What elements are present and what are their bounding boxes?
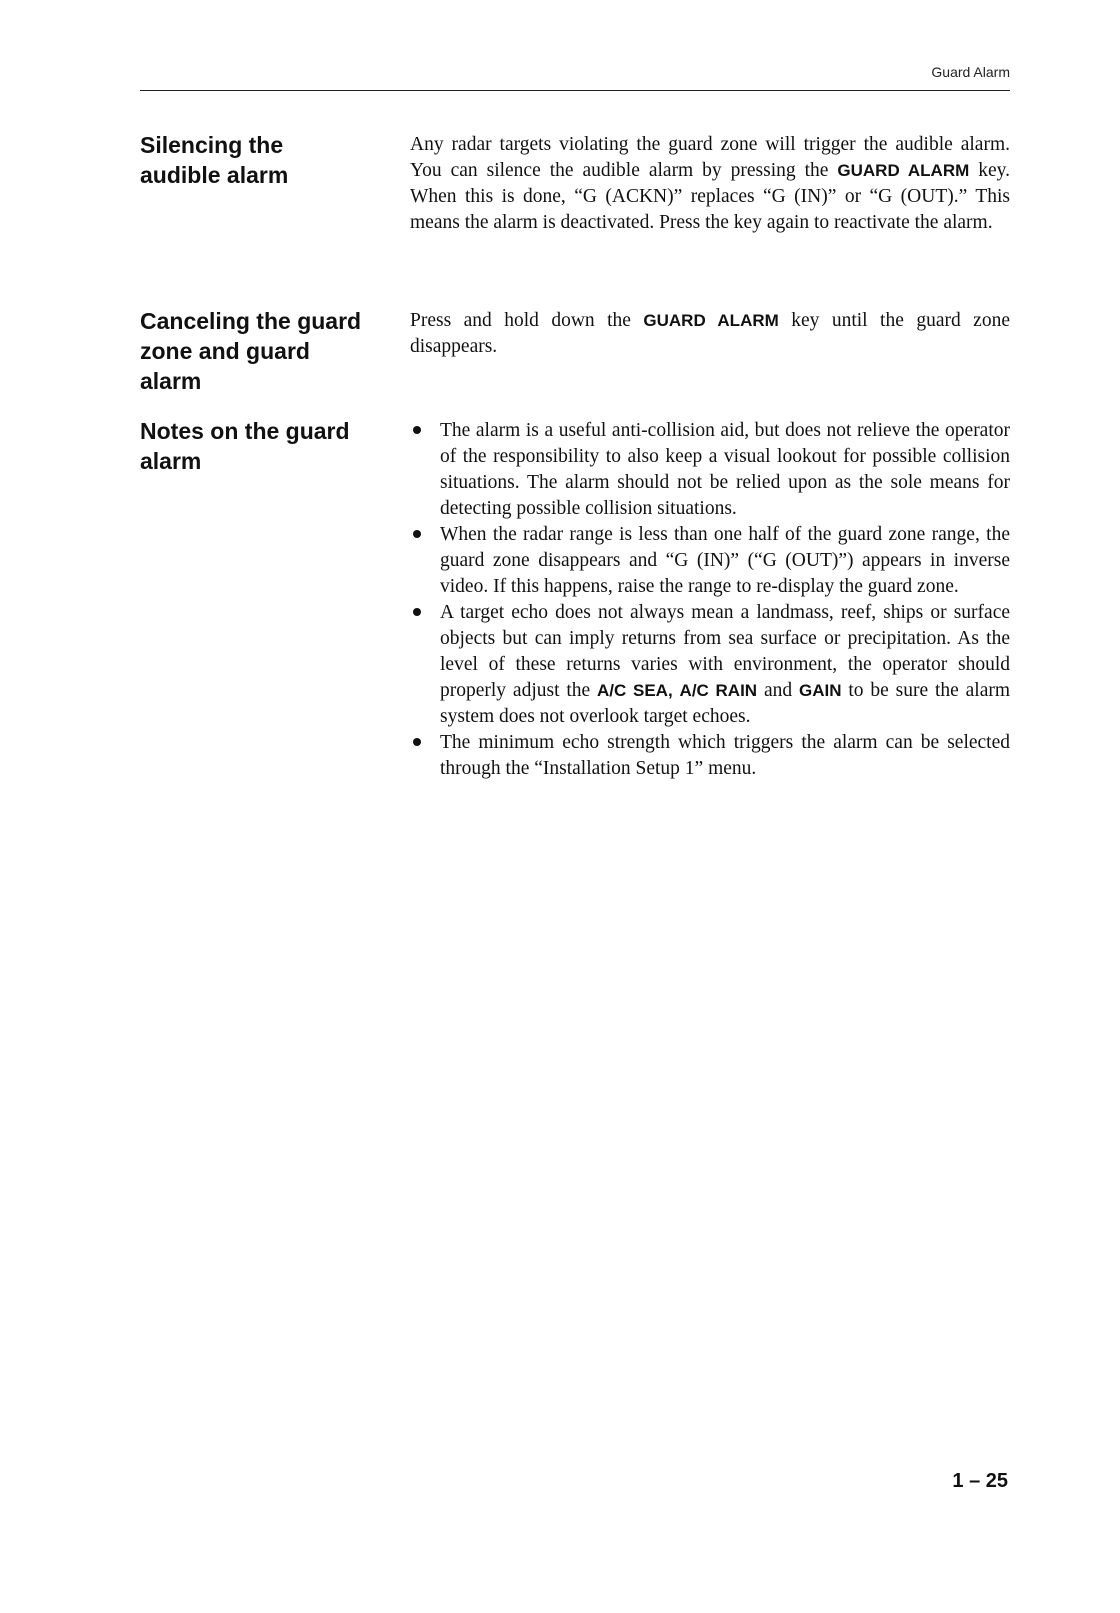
note-text: The minimum echo strength which triggers the alarm can be selected through the “Installation Setup 1” menu.	[440, 732, 1010, 779]
note-text: and	[763, 680, 793, 701]
note-text: to be sure the alarm system does not overlook target echoes.	[440, 680, 1011, 727]
heading-silencing: Silencing the audible alarm	[140, 132, 289, 188]
list-item	[410, 418, 1010, 522]
bullet-icon	[413, 530, 421, 538]
canceling-text-1: Press and hold down the	[410, 310, 631, 331]
silencing-text-1: Any radar targets violating the guard zone will trigger the audible alarm. You can silence the audible alarm by pressing the	[410, 134, 1010, 181]
silencing-text-2: key. When this is done, “G (ACKN)” replaces “G (IN)” or “G (OUT).” This means the alarm is deactivated. Press the key again to reactivate the alarm.	[410, 160, 1011, 233]
note-text: The alarm is a useful anti-collision aid, but does not relieve the operator of the responsibility to also keep a visual lookout for possible collision situations. The alarm should not be relied upon as the sole means for detecting possible collision situations.	[440, 420, 1010, 519]
guard-alarm-key-label: GUARD ALARM	[643, 311, 779, 330]
paragraph-canceling	[410, 308, 1010, 360]
heading-canceling: Canceling the guard zone and guard alarm	[140, 308, 362, 394]
note-text: When the radar range is less than one half of the guard zone range, the guard zone disappears and “G (IN)” (“G (OUT)”) appears in inverse video. If this happens, raise the range to re-display the guard zone.	[440, 524, 1010, 597]
bullet-icon	[413, 738, 421, 746]
header-rule	[140, 90, 1010, 91]
list-item	[410, 730, 1010, 782]
notes-list	[410, 418, 1010, 782]
page-number: 1 – 25	[952, 1470, 1008, 1492]
ac-rain-key-label: A/C RAIN	[679, 681, 758, 700]
canceling-text-2: key until the guard zone disappears.	[410, 310, 1010, 357]
list-item	[410, 522, 1010, 600]
notes-body	[410, 418, 1010, 782]
guard-alarm-key-label: GUARD ALARM	[837, 161, 970, 180]
running-header: Guard Alarm	[931, 64, 1010, 80]
gain-key-label: GAIN	[798, 681, 842, 700]
bullet-icon	[413, 608, 421, 616]
heading-notes: Notes on the guard alarm	[140, 418, 350, 474]
bullet-icon	[413, 426, 421, 434]
ac-sea-key-label: A/C SEA,	[597, 681, 673, 700]
note-text: A target echo does not always mean a landmass, reef, ships or surface objects but can imply returns from sea surface or precipitation. As the level of these returns varies with environment, the operator should properly adjust the	[440, 602, 1010, 701]
list-item	[410, 600, 1010, 730]
paragraph-silencing	[410, 132, 1010, 236]
